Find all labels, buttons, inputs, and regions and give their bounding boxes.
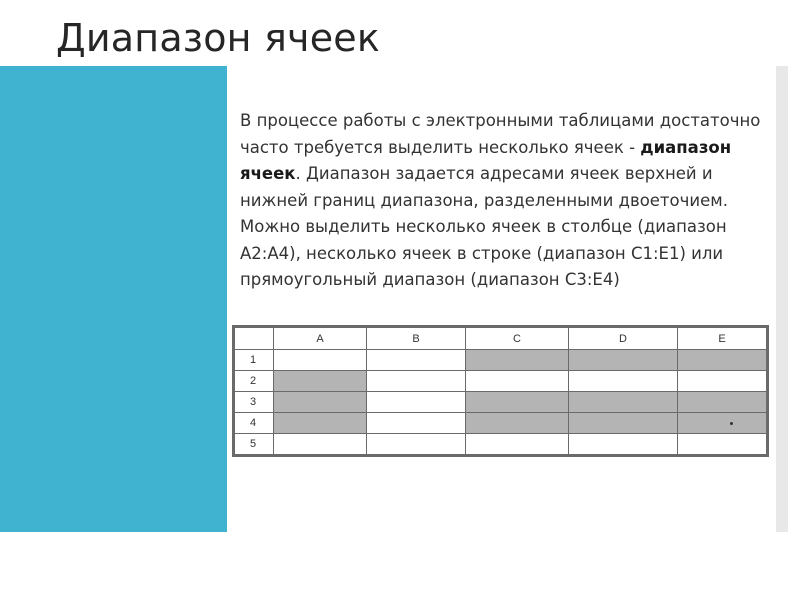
row-header-1: 1 <box>234 350 274 371</box>
cell-c5 <box>466 434 569 456</box>
cell-c1 <box>466 350 569 371</box>
table-row <box>234 371 768 392</box>
row-header-4: 4 <box>234 413 274 434</box>
cell-b5 <box>367 434 466 456</box>
cell-e4 <box>678 413 768 434</box>
cell-b2 <box>367 371 466 392</box>
side-bar <box>776 66 788 532</box>
cell-b1 <box>367 350 466 371</box>
cell-e2 <box>678 371 768 392</box>
cell-e3 <box>678 392 768 413</box>
table-row <box>234 350 768 371</box>
row-header-5: 5 <box>234 434 274 456</box>
column-header-a: A <box>274 327 367 350</box>
speck-mark <box>730 422 733 425</box>
slide-title: Диапазон ячеек <box>56 16 381 60</box>
column-header-row <box>234 327 768 350</box>
cell-c3 <box>466 392 569 413</box>
cell-e1 <box>678 350 768 371</box>
cell-a2 <box>274 371 367 392</box>
cell-a5 <box>274 434 367 456</box>
body-text-bold: диапазон ячеек <box>240 137 732 183</box>
cell-d5 <box>569 434 678 456</box>
cell-d2 <box>569 371 678 392</box>
row-header-2: 2 <box>234 371 274 392</box>
body-text-part2: . Диапазон задается адресами ячеек верхней и нижней границ диапазона, разделенными двоеточием. Можно выделить несколько ячеек в столбце (диапазон A2:A4), несколько ячеек в строке (диапазон C1:E1) или прямоугольный диапазон (диапазон C3:E4) <box>240 164 728 289</box>
cell-e5 <box>678 434 768 456</box>
cell-d3 <box>569 392 678 413</box>
table-row <box>234 413 768 434</box>
cell-b4 <box>367 413 466 434</box>
column-header-c: C <box>466 327 569 350</box>
accent-panel <box>0 66 227 532</box>
cell-b3 <box>367 392 466 413</box>
cell-c4 <box>466 413 569 434</box>
spreadsheet-table <box>232 325 769 457</box>
slide-body-text <box>240 108 765 294</box>
table-row <box>234 392 768 413</box>
cell-d4 <box>569 413 678 434</box>
cell-d1 <box>569 350 678 371</box>
column-header-e: E <box>678 327 768 350</box>
corner-cell <box>234 327 274 350</box>
cell-a3 <box>274 392 367 413</box>
row-header-3: 3 <box>234 392 274 413</box>
cell-a1 <box>274 350 367 371</box>
body-text-part1: В процессе работы с электронными таблицами достаточно часто требуется выделить несколько ячеек - <box>240 111 761 157</box>
column-header-d: D <box>569 327 678 350</box>
cell-a4 <box>274 413 367 434</box>
cell-c2 <box>466 371 569 392</box>
column-header-b: B <box>367 327 466 350</box>
table-row <box>234 434 768 456</box>
